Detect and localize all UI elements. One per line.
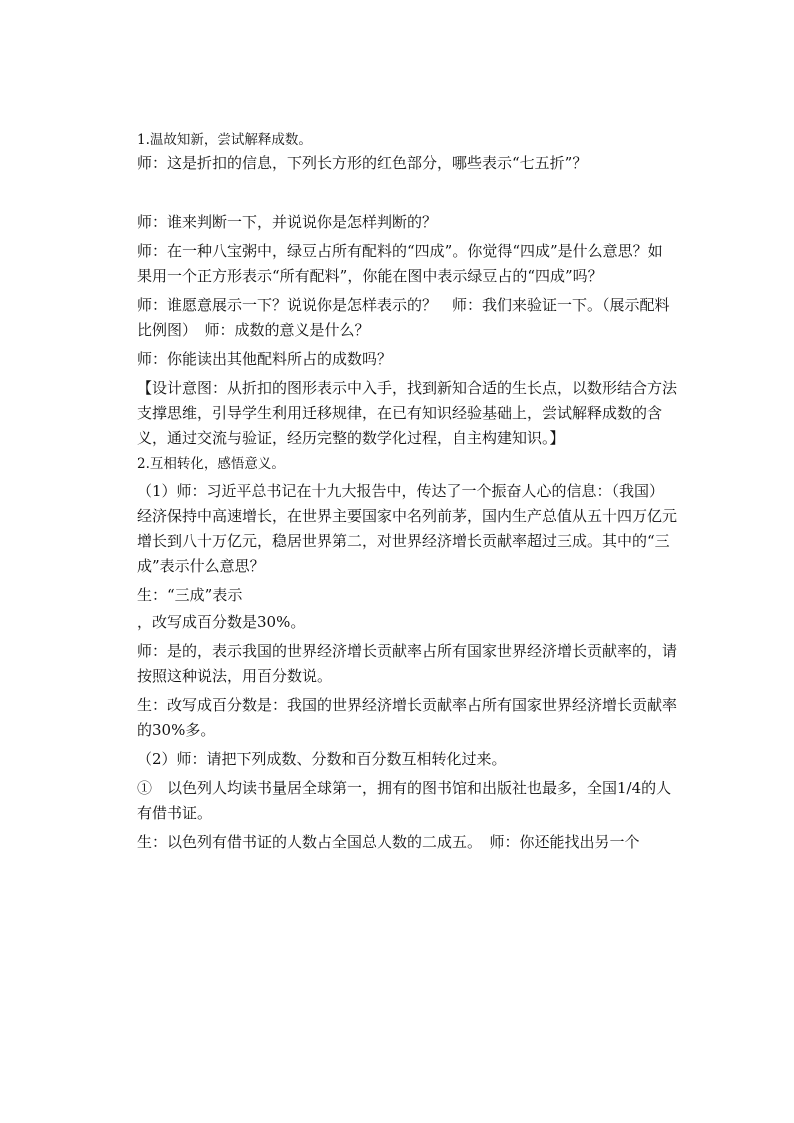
paragraph: 生：以色列有借书证的人数占全国总人数的二成五。 师：你还能找出另一个 xyxy=(137,833,640,851)
paragraph: 生：改写成百分数是：我国的世界经济增长贡献率占所有国家世界经济增长贡献率的30%多。 xyxy=(137,696,678,739)
section-heading-2: 2.互相转化，感悟意义。 xyxy=(137,456,285,472)
design-intent-note: 【设计意图：从折扣的图形表示中入手，找到新知合适的生长点，以数形结合方法支撑思维，引导学生利用迁移规律，在已有知识经验基础上，尝试解释成数的含义，通过交流与验证，经历完整的数学化过程，自主构建知识。】 xyxy=(137,379,678,447)
document-body xyxy=(137,129,677,855)
paragraph: （2）师：请把下列成数、分数和百分数互相转化过来。 xyxy=(137,750,507,768)
paragraph: 师：谁来判断一下，并说说你是怎样判断的？ xyxy=(137,213,438,231)
paragraph: ，改写成百分数是30%。 xyxy=(137,613,306,631)
paragraph: 师：是的，表示我国的世界经济增长贡献率占所有国家世界经济增长贡献率的，请按照这种说法，用百分数说。 xyxy=(137,642,678,685)
paragraph: 师：谁愿意展示一下？说说你是怎样表示的？ 师：我们来验证一下。（展示配料比例图） 师：成数的意义是什么？ xyxy=(137,296,670,339)
section-heading-1: 1.温故知新，尝试解释成数。 xyxy=(137,132,312,148)
paragraph: （1）师：习近平总书记在十九大报告中，传达了一个振奋人心的信息：（我国）经济保持中高速增长，在世界主要国家中名列前茅，国内生产总值从五十四万亿元增长到八十万亿元，稳居世界第二，对世界经济增长贡献率超过三成。其中的“三成”表示什么意思？ xyxy=(137,482,678,575)
paragraph: 师：这是折扣的信息，下列长方形的红色部分，哪些表示“七五折”？ xyxy=(137,154,588,172)
paragraph: ① 以色列人均读书量居全球第一，拥有的图书馆和出版社也最多，全国1/4的人有借书证。 xyxy=(137,779,672,822)
paragraph: 师：你能读出其他配料所占的成数吗？ xyxy=(137,350,393,368)
figure-gap xyxy=(137,176,677,210)
paragraph: 师：在一种八宝粥中，绿豆占所有配料的“四成”。你觉得“四成”是什么意思？如果用一个正方形表示“所有配料”，你能在图中表示绿豆占的“四成”吗？ xyxy=(137,242,663,285)
paragraph: 生：“三成”表示 xyxy=(137,586,243,604)
